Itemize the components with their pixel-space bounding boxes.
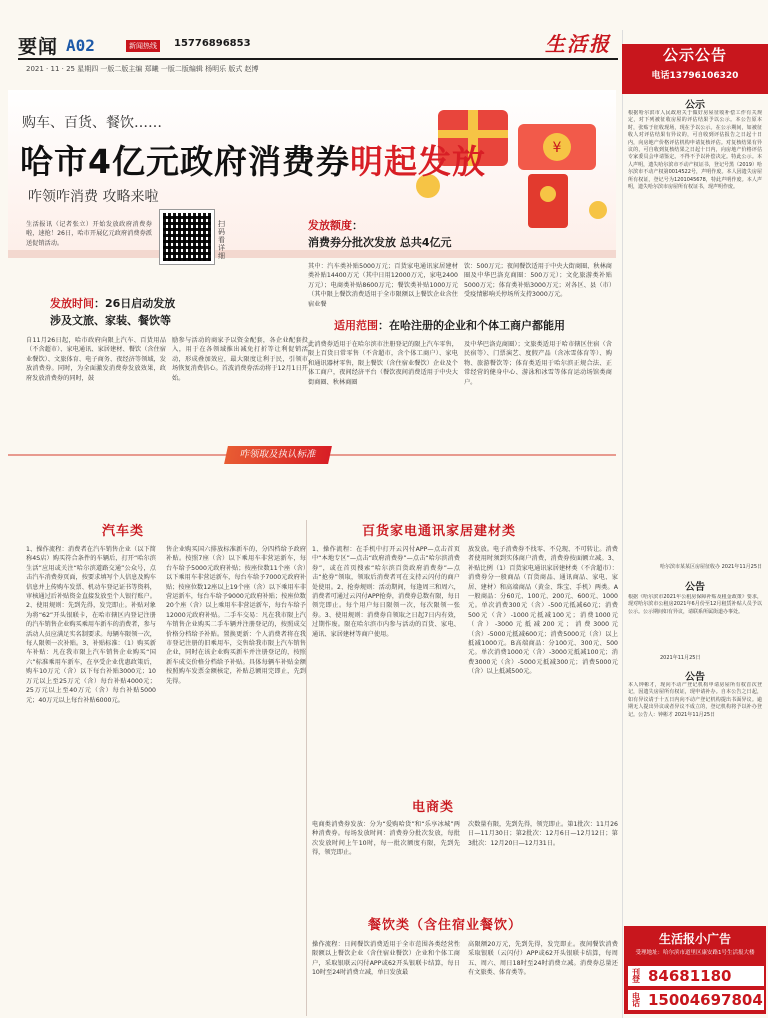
notice-body: 本人钟彬才，现向不动产登记机构申请房屋所有权首次登记，因遗失房屋所有权证，现申请补办。自本公告之日起，如有异议请于十五日内向不动产登记机构提出书面异议。逾期无人提出异议或者异议不成立的，登记机构将予以补办登记。公告人：钟彬才 2021年11月25日 bbox=[628, 682, 762, 718]
ad-phone-number: 15004697804 bbox=[648, 991, 763, 1009]
hotline-number: 15776896853 bbox=[174, 38, 251, 49]
section-subhead: 消费券分批次发放 总共4亿元 bbox=[308, 236, 452, 249]
section-headline: ：在哈注册的企业和个体工商户都能用 bbox=[378, 319, 565, 332]
notice-signature: 哈尔滨市某某区房屋征收办 2021年11月25日 bbox=[660, 564, 763, 570]
article-paragraph: 其中：汽车类补贴5000万元；百货家电通讯家居建材类补贴14400万元（其中日用12000万元，家电2400万元）；电商类补贴8600万元；餐饮类补贴1000万元（其中限上餐饮消费适用于全市限额以上餐饮企业含住宿业餐 bbox=[308, 263, 458, 308]
notice-heading: 公告 bbox=[685, 582, 705, 593]
article-paragraph: 及中华巴洛克商圈）；文旅类适用于哈市辖区住宿（含民宿等）、门票演艺、度假产品（含冰雪体育等）、购物、旅游餐饮等；体育类适用于哈尔滨正规合法、正常经营的健身中心、游泳和冰雪等体育运动场馆类商户。 bbox=[464, 341, 612, 386]
article-paragraph: 饮：500万元；夜间餐饮适用于中央大街商圈、秋林商圈及中华巴洛克商圈：500万元）；文化旅游类补贴5000万元；体育类补贴3000万元；对各区、县（市）受疫情影响关停场所支持3000万元。 bbox=[464, 263, 612, 299]
notice-heading: 公告 bbox=[685, 672, 705, 683]
section-kicker: 发放额度 bbox=[308, 219, 352, 232]
section-headline: ： bbox=[352, 219, 363, 232]
ad-phone-label: 电话 bbox=[632, 992, 640, 1008]
notice-signature: 2021年11月25日 bbox=[660, 655, 701, 661]
article-paragraph: 自11月26日起，哈市政府向限上汽车、百货用品（不含超市）、家电通讯、家居建材、餐饮（含住宿业餐饮）、文旅体育、电子商务、夜经济等领域，发放消费券。同时，为全面激发消费券发放效果，政府发放消费券的同时，鼓 bbox=[26, 337, 166, 382]
hotline-label: 新闻热线 bbox=[126, 40, 160, 52]
qr-code[interactable] bbox=[160, 210, 214, 264]
section-title: 要闻 bbox=[18, 36, 59, 58]
article-paragraph: 放发放。电子消费券不找零、不兑现、不可转让。消费者使用时须到实体商户消费，消费券按面额立减。3、补贴比例（1）百货家电通讯家居建材类（不含超市）：消费券分一般商品（百货商品、通讯商品、家电、家居、建材）和高端商品（黄金、珠宝、手机）两类。A一般商品：分60元、100元、200元、600元、1000元。单次消费300元（含）-500元抵减60元；消费500元（含）-1000元抵减100元；消费1000元（含）-3000元抵减200元；消费3000元（含）-5000元抵减600元；消费5000元（含）以上抵减1000元。B高端商品：分100元、300元、500元。单次消费1000元（含）-3000元抵减100元；消费3000元（含）-5000元抵减300元；消费5000元（含）以上抵减500元。 bbox=[468, 546, 618, 676]
ad-phone-label: 刊登 bbox=[632, 968, 640, 984]
section-kicker: 发放时间 bbox=[50, 297, 94, 310]
article-paragraph: 高限额20万元，先到先得，发完即止。夜间餐饮消费采取银联（云闪付）APP或62开头银联卡结算，每周五、周六、周日18时至24时消费立减。消费券总量还有文旅类、体育类等。 bbox=[468, 941, 618, 977]
notice-hotline: 电话13796106320 bbox=[651, 71, 739, 81]
ad-phone-number: 84681180 bbox=[648, 967, 732, 985]
section-subhead: 涉及文旅、家装、餐饮等 bbox=[50, 314, 171, 327]
hero-headline bbox=[20, 136, 486, 183]
classified-ad-address: 受理地址：哈尔滨市道里区康安路1号生活报大楼 bbox=[635, 950, 755, 956]
category-title-department: 百货家电通讯家居建材类 bbox=[362, 524, 517, 539]
page-code: A02 bbox=[66, 36, 95, 55]
issue-meta: 2021 · 11 · 25 星期四 一版二版主编 郑曦 一版二版编辑 杨明乐 版式 赵博 bbox=[26, 65, 259, 73]
article-paragraph: 1、操作流程：消费者在汽车销售企业（以下简称4S店）购买符合条件的车辆后，打开“哈尔滨生活”应用或关注“哈尔滨道路交通”公众号，点击汽车消费券页面，按要求填写个人信息及购车信息并上传购车发票、机动车登记证书等资料，审核通过后补贴资金直接发放至个人银行账户。2、使用规则：先到先得，发完即止。补贴对象为将“62”开头银联卡，在哈市辖区内登记注册的汽车销售企业购买乘用车新车的消费者，参与活动人员应满足实名制要求。每辆车限领一次，每人限领一次补贴。3、补贴标准：（1）购买新车补贴：凡在我市限上汽车销售企业购买“国六”标准乘用车新车，在享受企业优惠政策后，购车10万元（含）以下每台补贴3000元；10万元以上至25万元（含）每台补贴4000元；25万元以上至40万元（含）每台补贴5000元；40万元以上每台补贴6000元。 bbox=[26, 546, 156, 704]
section-banner bbox=[8, 444, 616, 468]
header-divider bbox=[18, 58, 618, 60]
hero-subtitle: 购车、百货、餐饮…… bbox=[22, 115, 162, 131]
category-title-dining: 餐饮类（含住宿业餐饮） bbox=[368, 918, 523, 933]
article-paragraph: 次数量有限，先到先得，领完即止。第1批次：11月26日—11月30日；第2批次：12月6日—12月12日；第3批次：12月20日—12月31日。 bbox=[468, 821, 618, 847]
classified-ad-title: 生活报小广告 bbox=[658, 932, 731, 946]
section-kicker: 适用范围 bbox=[334, 319, 378, 332]
article-paragraph: 1、操作流程：在手机中打开云闪付APP—点击首页中“本地专区”—点击“政府消费券”—点击“哈尔滨消费券”，或在首页搜索“哈尔滨百货政府消费券”—点击“抢券”领取，领取后消费者可在支持云闪付的商户处使用。2、抢券规则：活动期间，每逢周三和周六，消费者可通过云闪付APP抢券，消费券总数有限，每日领完即止。每个用户每日限领一次，每次限领一张券。3、使用规则：消费券自领取之日起7日内有效，过期作废。限在哈尔滨市内参与活动的百货、家电、通讯、家居建材等商户使用。 bbox=[312, 546, 460, 638]
article-paragraph: 励参与活动的商家予以资金配套，各企业配套投入，用于在各领域推出减免打折等让利促销活动，形成叠加效应，最大限度让利于民，引领市场恢复消费信心。首波消费券活动将于12月1日开始。 bbox=[172, 337, 308, 382]
section-heading-scope bbox=[334, 318, 565, 333]
section-heading-time bbox=[50, 296, 175, 311]
category-title-car: 汽车类 bbox=[102, 524, 145, 539]
newspaper-logo: 生活报 bbox=[545, 32, 611, 56]
headline-part: 哈市4亿元政府消费券 bbox=[20, 142, 350, 181]
notice-heading: 公示 bbox=[685, 100, 705, 111]
red-envelope-icon bbox=[528, 174, 568, 228]
section-heading-amount bbox=[308, 218, 363, 233]
banner-label: 咋领取及执认标准 bbox=[224, 446, 332, 464]
hero-tagline: 咋领咋消费 攻略来啦 bbox=[28, 189, 159, 205]
article-paragraph: 电商类消费券发放：分为“爱购哈货”和“乐享冰城”两种消费券。每场发放时间：消费券分批次发放，每批次发放时间上午10时，每一批次额度有限，先到先得，领完即止。 bbox=[312, 821, 460, 857]
article-paragraph: 售企业购买国六排放标准新车的，分四档给予政府补贴。按照7座（含）以下乘用车非营运新车，每台车给予5000元政府补贴；按座位数11个座（含）以下乘用车非营运新车，每台车给予7000元政府补贴；按座位数12座以上19个座（含）以下乘用车非营运新车，每台车给予9000元政府补贴；按座位数20个座（含）以上乘用车非营运新车，每台车给予12000元政府补贴。二手车交易：凡在我市限上汽车销售企业购买二手车辆并注册登记的，按照成交价格分档给予补贴。置换更新：个人消费者将在我市登记注册的旧乘用车，交售给我市限上汽车销售企业，同时在该企业购买新车并注册登记的，按照新车成交价格分档给予补贴。具体每辆车补贴金额按照购车发票金额核定，补贴总额用完即止，先到先得。 bbox=[166, 546, 306, 685]
article-paragraph: 此消费券适用于在哈尔滨市注册登记的限上汽车零售，限上百货日常零售（不含超市，含个体工商户）、家电和通讯器材零售，限上餐饮（含住宿业餐饮）企业及个体工商户，夜间经济平台（餐饮夜间消费适用于中央大街商圈、秋林商圈 bbox=[308, 341, 458, 386]
coupon-icon bbox=[518, 124, 596, 170]
article-paragraph: 操作流程：日间餐饮消费适用于全市范围各类经营性限额以上餐饮企业（含住宿业餐饮）企业和个体工商户，采取银联云闪付APP或62开头银联卡结算，每日10时至24时消费立减，单日发放最 bbox=[312, 941, 460, 977]
svg-text:¥: ¥ bbox=[552, 140, 562, 156]
category-title-ecommerce: 电商类 bbox=[412, 800, 455, 815]
notice-body: 根据《哈尔滨市2021年公租房保障补贴及租金政策》要求，现对哈尔滨市公租房2021年6月份至12月租赁补贴人员予以公示。公示期间如有异议，请联系所属街道办事处。 bbox=[628, 594, 762, 615]
lead-paragraph: 生活报讯（记者张立）开始发放政府消费券啦，速抢！26日，哈市开展亿元政府消费券派送促销活动。 bbox=[26, 221, 152, 247]
headline-highlight: 明起发放 bbox=[349, 142, 486, 181]
notice-title: 公示公告 bbox=[662, 46, 727, 64]
qr-label: 扫码看详细 bbox=[218, 220, 225, 260]
notice-body: 根据哈尔滨市人民政府关于做好房屋征收补偿工作有关规定，对下列被征收房屋的评估结果予以公示。本公告原本时，张贴于征收现场，现在予以公示。在公示期间，如被征收人对评估结果有异议的，可自收到评估报告之日起十日内，向房地产价格评估机构申请复核评估。对复核结果有异议的，可自收到复核结果之日起十日内，向房地产价格评估专家委员会申请鉴定。不得不予以补偿决定。特此公示。本人声明，遗失哈尔滨市不动产权证书，登记号黑（2019）哈尔滨市不动产权第0014522号，声明作废。本人因遗失房屋所有权证，登记号为1201045678，特此声明作废。本人声明，遗失哈尔滨市房屋所有权证书，现声明作废。 bbox=[628, 110, 762, 191]
column-divider bbox=[306, 520, 307, 1016]
section-headline: ：26日启动发放 bbox=[94, 297, 176, 310]
